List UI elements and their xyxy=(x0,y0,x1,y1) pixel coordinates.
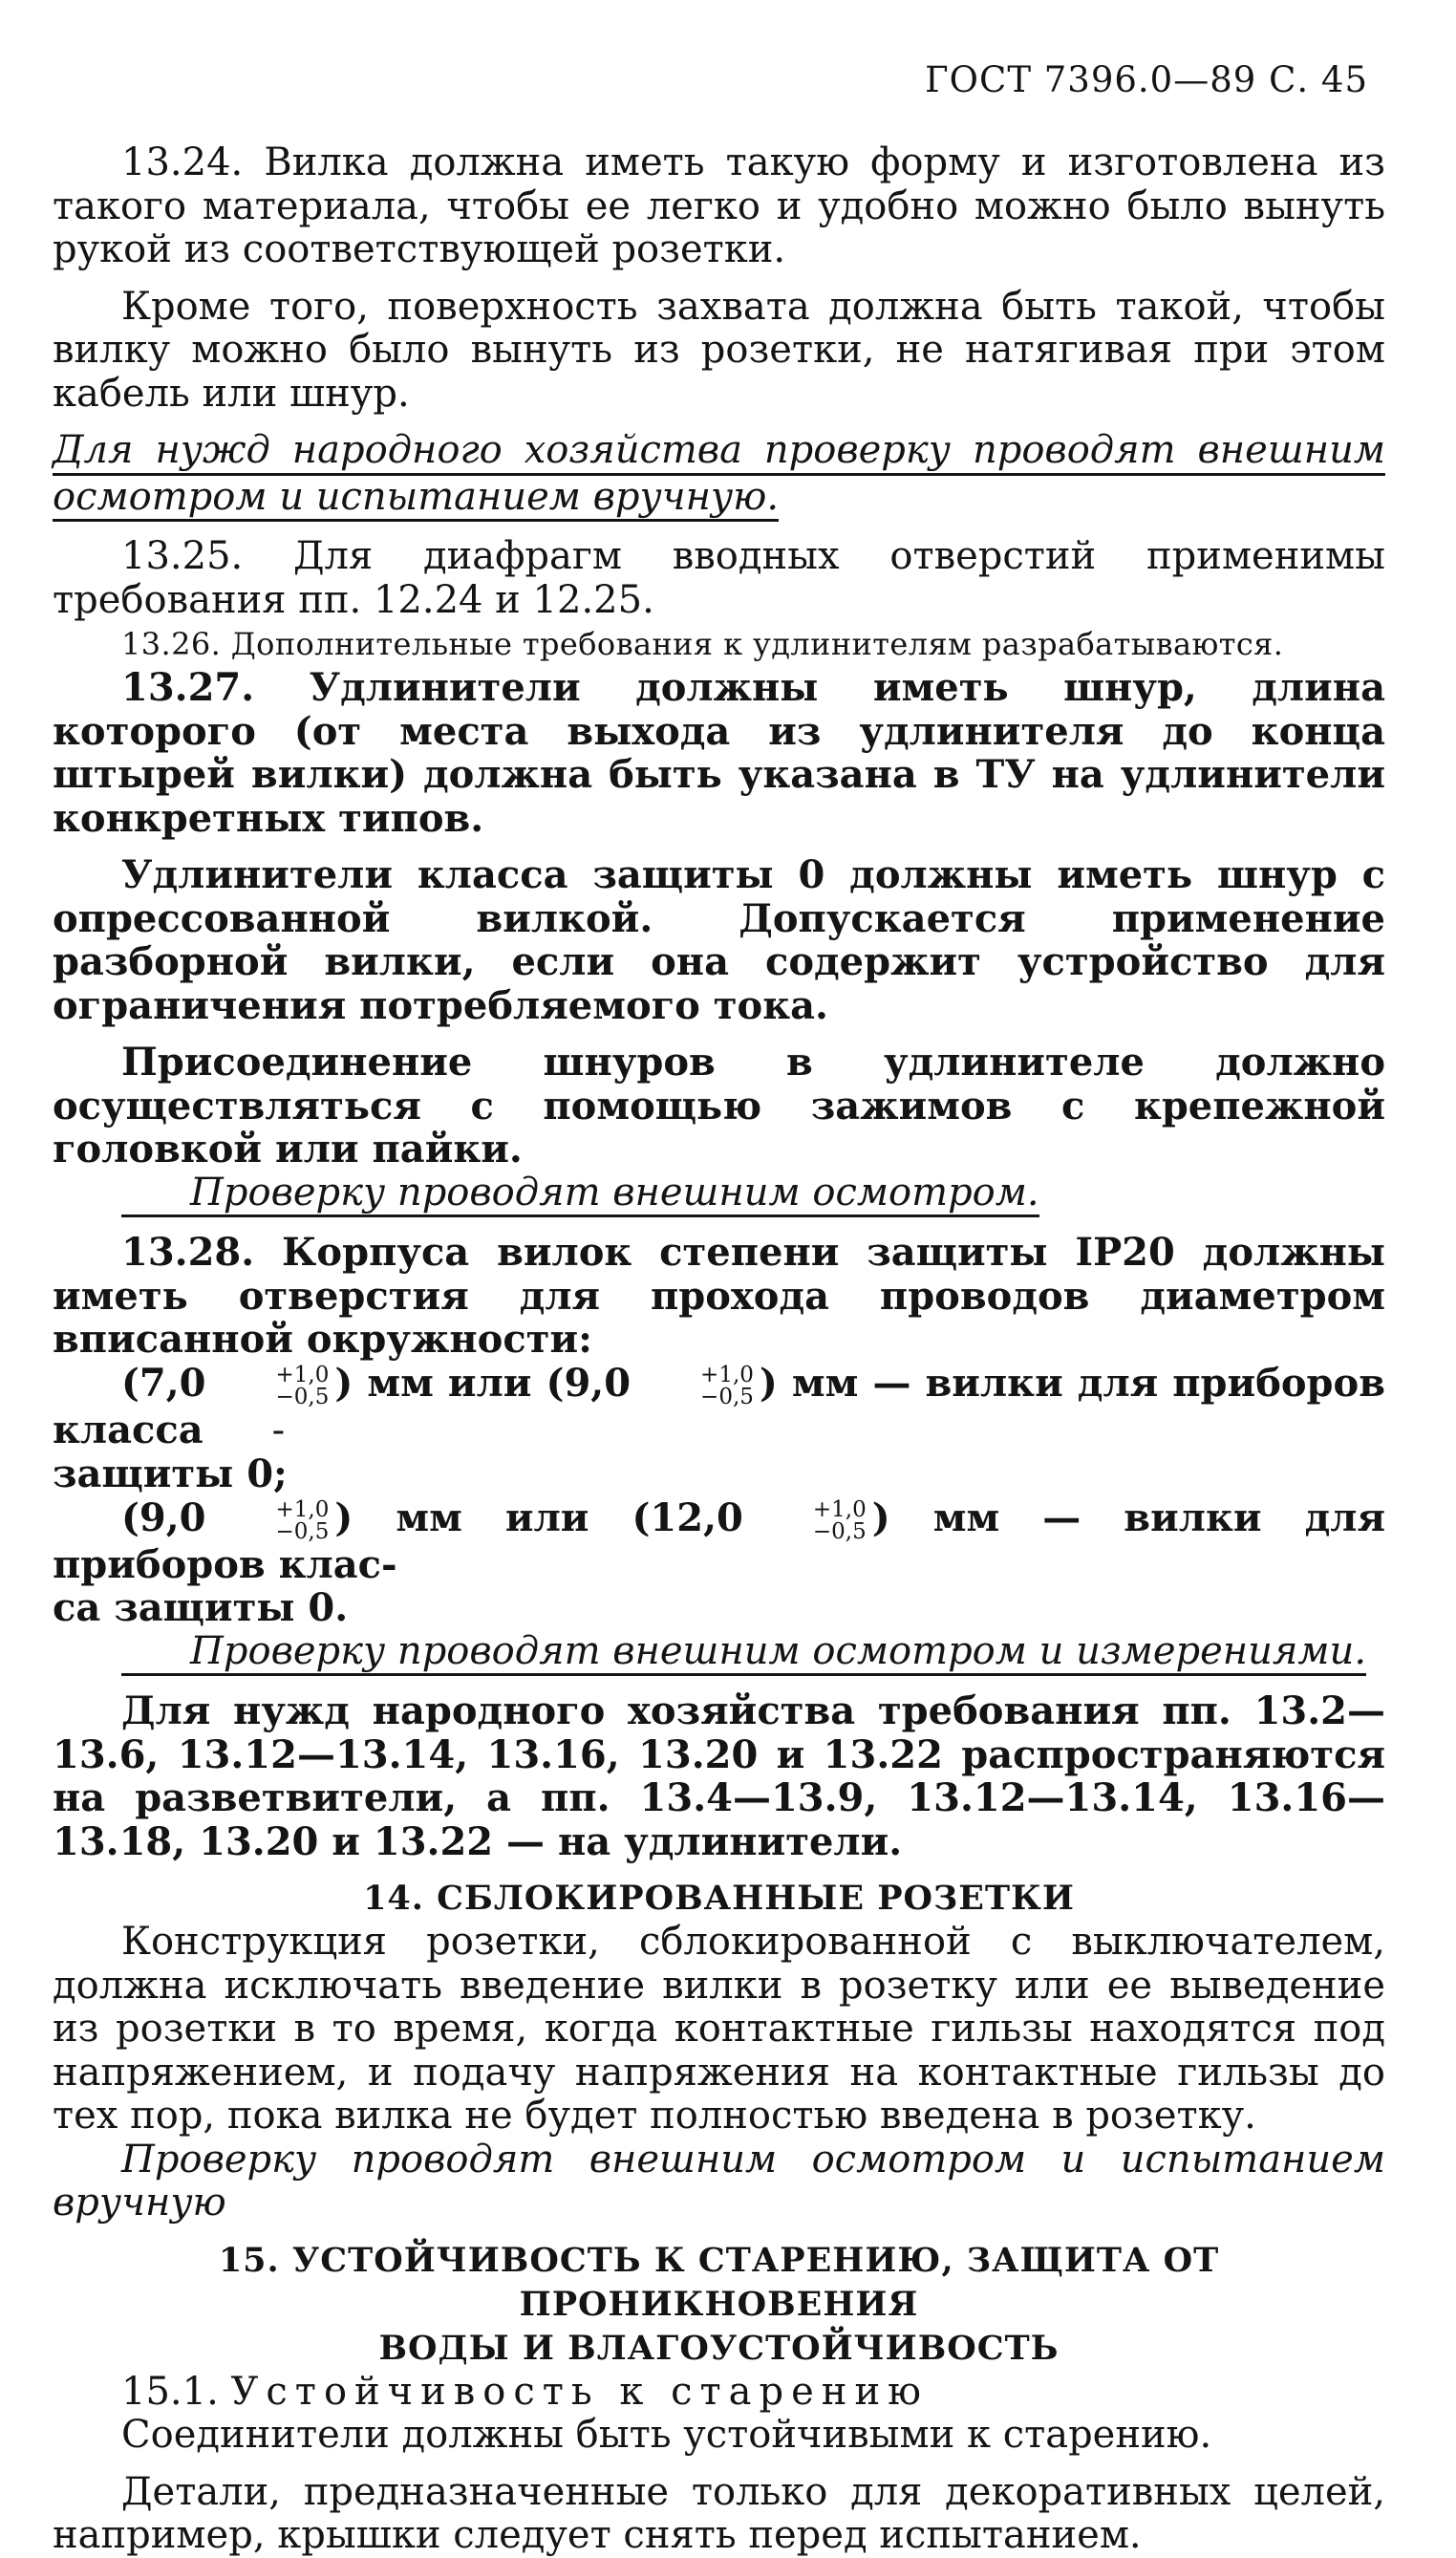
clause-13-24: 13.24. Вилка должна иметь такую форму и изготовлена из такого материала, чтобы ее легко и удобно можно было вынуть рукой из соответствующей розетки. xyxy=(53,140,1385,271)
section-14-check: Проверку проводят внешним осмотром и испытанием вручную xyxy=(53,2137,1385,2225)
section-15-title-line1: 15. УСТОЙЧИВОСТЬ К СТАРЕНИЮ, ЗАЩИТА ОТ ПРОНИКНОВЕНИЯ xyxy=(218,2240,1220,2324)
section-15-para1: Соединители должны быть устойчивыми к старению. xyxy=(121,2413,1212,2457)
section-15-para2: Детали, предназначенные только для декоративных целей, например, крышки следует снять перед испытанием. xyxy=(53,2469,1385,2557)
page-header xyxy=(925,59,1368,100)
tolerance-1: +1,0 −0,5 xyxy=(275,1362,330,1409)
clause-13-27 xyxy=(53,666,1385,1172)
clause-13-27-para3: Присоединение шнуров в удлинителе должно осуществляться с помощью зажимов с крепежной головкой или пайки. xyxy=(53,1040,1385,1172)
page-number: С. 45 xyxy=(1269,59,1368,100)
clause-13-24-para2: Кроме того, поверхность захвата должна быть такой, чтобы вилку можно было вынуть из розетки, не натягивая при этом кабель или шнур. xyxy=(53,284,1385,416)
section-14-paragraph: Конструкция розетки, сблокированной с выключателем, должна исключать введение вилки в розетку или ее выведение из розетки в то время, когда контактные гильзы находятся под напряжением, и подачу напряжения на контактные гильзы до тех пор, пока вилка не будет полностью введена в розетку. xyxy=(53,1920,1385,2138)
clause-13-28 xyxy=(53,1231,1385,1630)
clause-13-28-check xyxy=(53,1630,1385,1677)
clause-13-24-check-text: осмотром и испытанием вручную. xyxy=(53,476,779,523)
clause-13-24-check-line1: Для нужд народного хозяйства проверку проводят внешним xyxy=(53,429,1385,476)
clause-13-25: 13.25. Для диафрагм вводных отверстий применимы требования пп. 12.24 и 12.25. xyxy=(53,534,1385,622)
clause-13-26: 13.26. Дополнительные требования к удлинителям разрабатываются. xyxy=(121,626,1284,662)
clause-13-28-line2-cont: са защиты 0. xyxy=(53,1585,349,1630)
tolerance-4: +1,0 −0,5 xyxy=(812,1496,867,1544)
national-economy-requirements: Для нужд народного хозяйства требования пп. 13.2—13.6, 13.12—13.14, 13.16, 13.20 и 13.22 распространяются на разветвители, а пп. 13.4—13.9, 13.12—13.14, 13.16—13.18, 13.20 и 13.22 — на удлинители. xyxy=(53,1688,1385,1864)
clause-13-27-check xyxy=(53,1172,1385,1218)
margin-mark: - xyxy=(271,1408,286,1452)
clause-13-28-line1: (7,0 +1,0 −0,5 ) мм или (9,0 +1,0 −0,5 ) мм — вилки для приборов класса - xyxy=(53,1360,1385,1452)
section-14-title: 14. СБЛОКИРОВАННЫЕ РОЗЕТКИ xyxy=(363,1879,1075,1918)
section-15-title-line2: ВОДЫ И ВЛАГОУСТОЙЧИВОСТЬ xyxy=(378,2328,1060,2368)
clause-13-24-check-line2 xyxy=(53,476,1385,523)
subsection-15-1-heading xyxy=(53,2371,1385,2415)
document-body xyxy=(53,141,1385,2558)
clause-13-28-line2: (9,0 +1,0 −0,5 ) мм или (12,0 +1,0 −0,5 ) мм — вилки для приборов клас- xyxy=(53,1494,1385,1587)
tolerance-3: +1,0 −0,5 xyxy=(275,1496,330,1544)
subsection-number: 15.1. xyxy=(121,2369,219,2414)
clause-13-28-check-text: Проверку проводят внешним осмотром и измерениями. xyxy=(121,1630,1366,1677)
clause-13-27-para2: Удлинители класса защиты 0 должны иметь шнур с опрессованной вилкой. Допускается применение разборной вилки, если она содержит устройство для ограничения потребляемого тока. xyxy=(53,852,1385,1028)
clause-13-27-para1: 13.27. Удлинители должны иметь шнур, длина которого (от места выхода из удлинителя до конца штырей вилки) должна быть указана в ТУ на удлинители конкретных типов. xyxy=(53,665,1385,841)
subsection-title: Устойчивость к старению xyxy=(230,2369,929,2414)
clause-13-27-check-text: Проверку проводят внешним осмотром. xyxy=(121,1172,1039,1218)
clause-13-28-line1-cont: защиты 0; xyxy=(53,1451,288,1496)
clause-13-28-intro: 13.28. Корпуса вилок степени защиты IP20 должны иметь отверстия для прохода проводов диаметром вписанной окружности: xyxy=(53,1230,1385,1362)
standard-number: ГОСТ 7396.0—89 xyxy=(925,59,1257,100)
tolerance-2: +1,0 −0,5 xyxy=(700,1362,754,1409)
